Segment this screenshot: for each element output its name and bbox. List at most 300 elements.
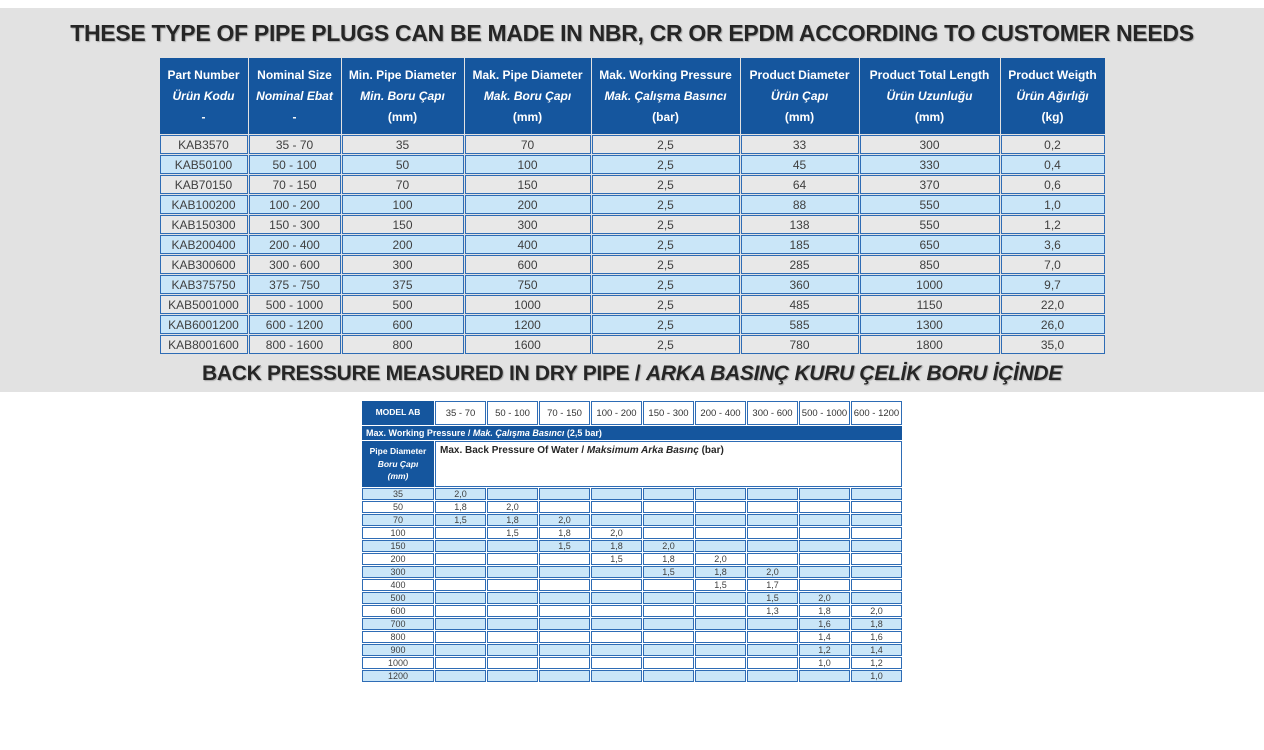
back-pressure-value (643, 527, 694, 539)
back-pressure-value (851, 592, 902, 604)
back-pressure-value (435, 566, 486, 578)
pipe-diameter-value: 100 (362, 527, 434, 539)
spec-table-cell: 600 - 1200 (249, 315, 341, 334)
back-pressure-value (435, 657, 486, 669)
back-pressure-value: 1,8 (487, 514, 538, 526)
spec-table-cell: KAB150300 (160, 215, 248, 234)
back-pressure-value (487, 566, 538, 578)
pipe-diameter-header-cell (362, 441, 434, 487)
back-pressure-row (362, 579, 902, 591)
back-pressure-value (487, 488, 538, 500)
back-pressure-row (362, 527, 902, 539)
spec-table-cell: 2,5 (592, 335, 740, 354)
back-pressure-row (362, 605, 902, 617)
back-pressure-value (487, 657, 538, 669)
pipe-diameter-value: 500 (362, 592, 434, 604)
spec-table-cell: KAB3570 (160, 135, 248, 154)
back-pressure-value (695, 631, 746, 643)
back-pressure-value: 2,0 (851, 605, 902, 617)
back-pressure-value (487, 618, 538, 630)
back-pressure-value: 1,3 (747, 605, 798, 617)
back-pressure-row (362, 592, 902, 604)
spec-table-row (160, 275, 1105, 294)
spec-table-cell: 7,0 (1001, 255, 1105, 274)
spec-table-cell: 2,5 (592, 235, 740, 254)
spec-table-cell: 200 (465, 195, 591, 214)
back-pressure-value (695, 618, 746, 630)
back-pressure-value (435, 644, 486, 656)
back-pressure-value: 1,2 (851, 657, 902, 669)
spec-table-cell: 70 (342, 175, 464, 194)
back-pressure-value (539, 657, 590, 669)
back-pressure-value (591, 670, 642, 682)
back-pressure-value (695, 605, 746, 617)
back-pressure-value: 1,4 (851, 644, 902, 656)
back-pressure-value: 2,0 (435, 488, 486, 500)
back-pressure-value: 1,0 (851, 670, 902, 682)
subtitle-english: BACK PRESSURE MEASURED IN DRY PIPE (201, 362, 630, 385)
spec-table-cell: 33 (741, 135, 859, 154)
pipe-diameter-value: 35 (362, 488, 434, 500)
subtitle-separator: / (629, 362, 646, 385)
back-pressure-value: 2,0 (695, 553, 746, 565)
spec-col-header: Min. Pipe Diameter Min. Boru Çapı (mm) (342, 58, 464, 134)
back-pressure-value (799, 514, 850, 526)
model-ab-cell (362, 401, 434, 425)
spec-table-cell: 550 (860, 195, 1000, 214)
spec-table-cell: 138 (741, 215, 859, 234)
spec-table-cell: 22,0 (1001, 295, 1105, 314)
back-pressure-row (362, 514, 902, 526)
spec-table-cell: 2,5 (592, 175, 740, 194)
spec-table-cell: 375 - 750 (249, 275, 341, 294)
back-pressure-value: 1,0 (799, 657, 850, 669)
spec-table-cell: 600 (465, 255, 591, 274)
spec-table-row (160, 315, 1105, 334)
back-pressure-value (643, 631, 694, 643)
back-pressure-value (747, 657, 798, 669)
back-pressure-value (799, 566, 850, 578)
back-pressure-value: 2,0 (591, 527, 642, 539)
spec-table-cell: 50 (342, 155, 464, 174)
back-pressure-value (747, 670, 798, 682)
back-pressure-value (643, 488, 694, 500)
back-pressure-table-body (362, 488, 902, 682)
back-pressure-value: 1,5 (695, 579, 746, 591)
spec-table-cell: 35 (342, 135, 464, 154)
back-pressure-value: 1,5 (591, 553, 642, 565)
spec-table-cell: 485 (741, 295, 859, 314)
back-pressure-value (435, 553, 486, 565)
back-pressure-value (747, 618, 798, 630)
spec-table-cell: 1800 (860, 335, 1000, 354)
back-pressure-value (695, 488, 746, 500)
spec-table-cell: 600 (342, 315, 464, 334)
spec-table-row (160, 175, 1105, 194)
back-pressure-value (539, 501, 590, 513)
back-pressure-row (362, 488, 902, 500)
back-pressure-value (487, 605, 538, 617)
back-pressure-value: 1,8 (539, 527, 590, 539)
back-pressure-en: Max. Back Pressure Of Water / (440, 445, 587, 456)
back-pressure-row (362, 566, 902, 578)
pipe-plug-spec-table (159, 57, 1106, 355)
back-pressure-value (643, 514, 694, 526)
back-pressure-value (799, 540, 850, 552)
spec-table-cell: 550 (860, 215, 1000, 234)
spec-table-cell: 2,5 (592, 195, 740, 214)
back-pressure-value: 2,0 (747, 566, 798, 578)
back-pressure-value (799, 670, 850, 682)
back-pressure-value (799, 501, 850, 513)
spec-table-cell: 300 - 600 (249, 255, 341, 274)
spec-table-cell: KAB300600 (160, 255, 248, 274)
spec-table-cell: 330 (860, 155, 1000, 174)
spec-table-cell: 1000 (465, 295, 591, 314)
back-pressure-header-cell (435, 441, 902, 487)
back-pressure-suffix: (bar) (698, 445, 724, 456)
back-pressure-subtitle (0, 362, 1264, 386)
back-pressure-value (539, 670, 590, 682)
pipe-diameter-value: 600 (362, 605, 434, 617)
spec-table-row (160, 255, 1105, 274)
back-pressure-value (747, 527, 798, 539)
spec-table-cell: 150 (342, 215, 464, 234)
back-pressure-value (591, 501, 642, 513)
back-pressure-row (362, 631, 902, 643)
spec-table-cell: 200 (342, 235, 464, 254)
pipe-diameter-value: 70 (362, 514, 434, 526)
spec-table-cell: 88 (741, 195, 859, 214)
back-pressure-value (487, 592, 538, 604)
back-pressure-value (539, 488, 590, 500)
back-pressure-value (747, 553, 798, 565)
pipe-diameter-value: 150 (362, 540, 434, 552)
spec-table-cell: 1000 (860, 275, 1000, 294)
back-pressure-value (435, 618, 486, 630)
back-pressure-value (435, 592, 486, 604)
spec-table-cell: 0,6 (1001, 175, 1105, 194)
size-range-header: 200 - 400 (695, 401, 746, 425)
spec-table-cell: 70 (465, 135, 591, 154)
back-pressure-value: 2,0 (539, 514, 590, 526)
spec-table-cell: 375 (342, 275, 464, 294)
back-pressure-row (362, 618, 902, 630)
back-pressure-value (487, 631, 538, 643)
size-range-header: 300 - 600 (747, 401, 798, 425)
top-white-strip (0, 0, 1264, 8)
back-pressure-value (643, 501, 694, 513)
back-pressure-value (851, 566, 902, 578)
back-pressure-value (747, 631, 798, 643)
back-pressure-value (799, 527, 850, 539)
back-pressure-value: 2,0 (799, 592, 850, 604)
back-pressure-value (539, 618, 590, 630)
back-pressure-value (643, 592, 694, 604)
spec-table-cell: 0,4 (1001, 155, 1105, 174)
back-pressure-value (435, 540, 486, 552)
upper-section (0, 8, 1264, 392)
working-pressure-bar (362, 426, 902, 440)
back-pressure-value (695, 657, 746, 669)
back-pressure-value (591, 488, 642, 500)
working-pressure-suffix: (2,5 bar) (564, 428, 602, 438)
back-pressure-value (643, 644, 694, 656)
back-pressure-value (487, 644, 538, 656)
pipe-diameter-value: 700 (362, 618, 434, 630)
size-range-header: 35 - 70 (435, 401, 486, 425)
back-pressure-value (747, 540, 798, 552)
back-pressure-value: 1,5 (435, 514, 486, 526)
spec-table-row (160, 335, 1105, 354)
back-pressure-value: 1,8 (435, 501, 486, 513)
spec-table-cell: 1600 (465, 335, 591, 354)
back-pressure-value: 1,5 (539, 540, 590, 552)
back-pressure-value: 2,0 (487, 501, 538, 513)
back-pressure-value (851, 553, 902, 565)
back-pressure-row (362, 644, 902, 656)
back-pressure-row (362, 553, 902, 565)
spec-col-header: Mak. Working Pressure Mak. Çalışma Basıncı (bar) (592, 58, 740, 134)
spec-table-cell: 2,5 (592, 315, 740, 334)
back-pressure-value: 1,6 (851, 631, 902, 643)
back-pressure-value (435, 605, 486, 617)
back-pressure-value: 1,5 (747, 592, 798, 604)
spec-table-cell: 850 (860, 255, 1000, 274)
spec-table-cell: 35,0 (1001, 335, 1105, 354)
spec-table-cell: 780 (741, 335, 859, 354)
back-pressure-value (591, 592, 642, 604)
back-pressure-value: 1,7 (747, 579, 798, 591)
model-ab-label: AB (408, 407, 421, 418)
back-pressure-value (643, 657, 694, 669)
back-pressure-value: 1,6 (799, 618, 850, 630)
spec-table-cell: 300 (860, 135, 1000, 154)
pipe-diameter-value: 900 (362, 644, 434, 656)
spec-table-cell: 285 (741, 255, 859, 274)
working-pressure-en: Max. Working Pressure / (366, 428, 473, 438)
back-pressure-value (591, 566, 642, 578)
pipe-diameter-value: 1000 (362, 657, 434, 669)
back-pressure-value (695, 644, 746, 656)
back-pressure-value (747, 514, 798, 526)
spec-table-cell: 26,0 (1001, 315, 1105, 334)
back-pressure-value (435, 527, 486, 539)
spec-table-cell: 1,0 (1001, 195, 1105, 214)
spec-table-header (160, 58, 1105, 134)
pipe-diameter-value: 50 (362, 501, 434, 513)
spec-table-cell: 585 (741, 315, 859, 334)
spec-table-cell: KAB70150 (160, 175, 248, 194)
spec-table-cell: 0,2 (1001, 135, 1105, 154)
back-pressure-value (643, 670, 694, 682)
lower-section (0, 392, 1264, 683)
spec-table-row (160, 215, 1105, 234)
spec-table-cell: 100 - 200 (249, 195, 341, 214)
back-pressure-value (539, 631, 590, 643)
back-pressure-value (591, 579, 642, 591)
back-pressure-value (591, 618, 642, 630)
back-pressure-value (851, 527, 902, 539)
back-pressure-value (539, 605, 590, 617)
subtitle-turkish: ARKA BASINÇ KURU ÇELİK BORU İÇİNDE (645, 362, 1063, 385)
spec-table-cell: 500 (342, 295, 464, 314)
size-range-header: 50 - 100 (487, 401, 538, 425)
back-pressure-value (695, 514, 746, 526)
back-pressure-value (435, 579, 486, 591)
back-pressure-value (487, 553, 538, 565)
spec-table-cell: 35 - 70 (249, 135, 341, 154)
back-pressure-table (361, 400, 903, 683)
spec-table-cell: 300 (342, 255, 464, 274)
spec-col-header: Part Number Ürün Kodu - (160, 58, 248, 134)
spec-table-cell: 800 - 1600 (249, 335, 341, 354)
spec-table-cell: 70 - 150 (249, 175, 341, 194)
back-pressure-value (487, 540, 538, 552)
spec-table-cell: 150 (465, 175, 591, 194)
back-pressure-value: 1,2 (799, 644, 850, 656)
spec-table-row (160, 295, 1105, 314)
back-pressure-value (487, 670, 538, 682)
pipe-diameter-en: Pipe Diameter (369, 445, 427, 456)
back-pressure-value (643, 618, 694, 630)
back-pressure-value (487, 579, 538, 591)
back-pressure-value (435, 631, 486, 643)
back-pressure-value: 1,8 (851, 618, 902, 630)
back-pressure-value (851, 579, 902, 591)
spec-table-row (160, 135, 1105, 154)
back-pressure-value (643, 605, 694, 617)
back-pressure-value (539, 566, 590, 578)
back-pressure-value: 1,8 (643, 553, 694, 565)
spec-table-cell: 185 (741, 235, 859, 254)
spec-table-cell: KAB6001200 (160, 315, 248, 334)
spec-table-cell: 2,5 (592, 155, 740, 174)
back-pressure-tr: Maksimum Arka Basınç (586, 445, 699, 456)
spec-table-body (160, 135, 1105, 354)
spec-table-cell: KAB200400 (160, 235, 248, 254)
spec-table-cell: 2,5 (592, 295, 740, 314)
back-pressure-value (799, 579, 850, 591)
spec-table-cell: 750 (465, 275, 591, 294)
spec-table-cell: 370 (860, 175, 1000, 194)
back-pressure-value (695, 592, 746, 604)
spec-table-cell: 1200 (465, 315, 591, 334)
back-pressure-value (591, 657, 642, 669)
spec-table-cell: 2,5 (592, 255, 740, 274)
back-pressure-row (362, 670, 902, 682)
back-pressure-value (539, 644, 590, 656)
back-pressure-table-header (362, 401, 902, 487)
pipe-diameter-value: 1200 (362, 670, 434, 682)
back-pressure-value (591, 644, 642, 656)
back-pressure-value (643, 579, 694, 591)
back-pressure-value (695, 527, 746, 539)
size-range-header: 500 - 1000 (799, 401, 850, 425)
spec-col-header: Product Diameter Ürün Çapı (mm) (741, 58, 859, 134)
back-pressure-value (851, 514, 902, 526)
back-pressure-value (747, 644, 798, 656)
back-pressure-value (695, 501, 746, 513)
back-pressure-value (799, 488, 850, 500)
spec-col-header: Product Weigth Ürün Ağırlığı (kg) (1001, 58, 1105, 134)
back-pressure-value (747, 501, 798, 513)
spec-table-cell: KAB5001000 (160, 295, 248, 314)
spec-table-cell: 800 (342, 335, 464, 354)
spec-table-row (160, 195, 1105, 214)
back-pressure-row (362, 501, 902, 513)
spec-table-cell: 200 - 400 (249, 235, 341, 254)
back-pressure-value (591, 514, 642, 526)
spec-table-cell: 1150 (860, 295, 1000, 314)
spec-col-header: Mak. Pipe Diameter Mak. Boru Çapı (mm) (465, 58, 591, 134)
back-pressure-value (539, 592, 590, 604)
spec-col-header: Product Total Length Ürün Uzunluğu (mm) (860, 58, 1000, 134)
spec-table-cell: 64 (741, 175, 859, 194)
page-title: THESE TYPE OF PIPE PLUGS CAN BE MADE IN NBR, CR OR EPDM ACCORDING TO CUSTOMER NEEDS (70, 20, 1194, 46)
pipe-diameter-value: 400 (362, 579, 434, 591)
spec-table-cell: KAB375750 (160, 275, 248, 294)
back-pressure-value (591, 631, 642, 643)
back-pressure-value (539, 579, 590, 591)
spec-table-cell: 1,2 (1001, 215, 1105, 234)
back-pressure-value (591, 605, 642, 617)
spec-table-cell: 2,5 (592, 135, 740, 154)
spec-table-cell: 3,6 (1001, 235, 1105, 254)
pipe-diameter-tr: Boru Çapı (377, 458, 419, 469)
spec-table-cell: KAB100200 (160, 195, 248, 214)
spec-table-cell: 300 (465, 215, 591, 234)
size-range-header: 100 - 200 (591, 401, 642, 425)
spec-table-row (160, 235, 1105, 254)
spec-table-cell: 1300 (860, 315, 1000, 334)
pipe-diameter-value: 300 (362, 566, 434, 578)
spec-table-cell: KAB8001600 (160, 335, 248, 354)
back-pressure-value (695, 670, 746, 682)
spec-table-cell: KAB50100 (160, 155, 248, 174)
spec-table-cell: 500 - 1000 (249, 295, 341, 314)
spec-table-cell: 2,5 (592, 275, 740, 294)
working-pressure-tr: Mak. Çalışma Basıncı (472, 428, 565, 438)
spec-table-cell: 360 (741, 275, 859, 294)
pipe-diameter-value: 800 (362, 631, 434, 643)
spec-table-cell: 9,7 (1001, 275, 1105, 294)
back-pressure-value: 1,8 (799, 605, 850, 617)
back-pressure-value (539, 553, 590, 565)
pipe-diameter-value: 200 (362, 553, 434, 565)
back-pressure-value: 1,5 (643, 566, 694, 578)
spec-table-cell: 50 - 100 (249, 155, 341, 174)
back-pressure-value: 1,8 (695, 566, 746, 578)
back-pressure-value (851, 501, 902, 513)
back-pressure-value (799, 553, 850, 565)
back-pressure-value (851, 540, 902, 552)
spec-table-cell: 400 (465, 235, 591, 254)
back-pressure-row (362, 657, 902, 669)
back-pressure-value (747, 488, 798, 500)
back-pressure-value (851, 488, 902, 500)
spec-table-cell: 2,5 (592, 215, 740, 234)
back-pressure-value: 2,0 (643, 540, 694, 552)
back-pressure-value: 1,8 (591, 540, 642, 552)
back-pressure-value (435, 670, 486, 682)
spec-table-cell: 150 - 300 (249, 215, 341, 234)
back-pressure-value (695, 540, 746, 552)
size-range-header: 70 - 150 (539, 401, 590, 425)
spec-table-row (160, 155, 1105, 174)
back-pressure-row (362, 540, 902, 552)
pipe-diameter-unit: (mm) (387, 471, 409, 482)
